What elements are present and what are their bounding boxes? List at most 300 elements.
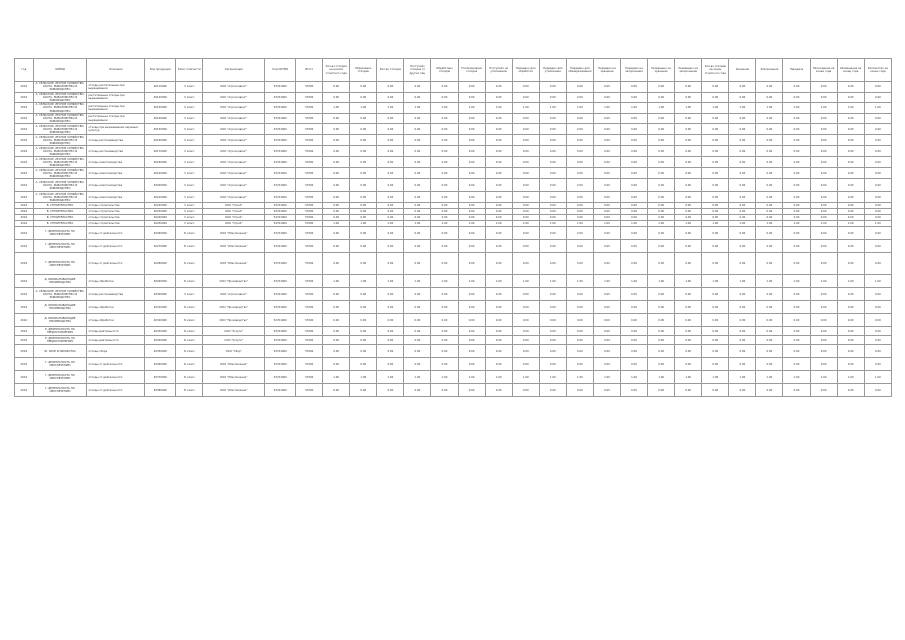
table-cell: 40120000 — [145, 92, 176, 103]
table-cell: 0.00 — [458, 288, 485, 301]
table-cell: 0.00 — [431, 135, 458, 146]
table-cell: 0.00 — [431, 253, 458, 275]
table-cell: 0.00 — [404, 135, 431, 146]
table-cell: 0.00 — [729, 336, 756, 345]
table-cell: 0.00 — [512, 327, 539, 336]
table-cell: 57000 — [296, 345, 323, 358]
table-cell: 1.00 — [810, 221, 837, 227]
table-cell: 1.00 — [566, 221, 593, 227]
table-cell: ООО "Услуги" — [203, 336, 265, 345]
table-cell: 0.00 — [404, 113, 431, 124]
table-cell: 0.00 — [837, 336, 864, 345]
column-header: Размещено на захоронение — [675, 59, 702, 82]
table-cell: 0.00 — [485, 146, 512, 157]
table-cell: 0.00 — [458, 124, 485, 135]
table-cell: 0.00 — [512, 336, 539, 345]
table-cell: 1.00 — [485, 275, 512, 288]
table-cell: В. СТРОИТЕЛЬСТВО — [33, 203, 87, 209]
table-cell: 1.00 — [323, 221, 350, 227]
table-cell: ООО "Агрохолдинг" — [203, 103, 265, 114]
table-cell: 0.00 — [593, 288, 620, 301]
table-cell: отходы строительства — [87, 221, 145, 227]
table-cell: 40370000 — [145, 371, 176, 384]
table-cell: 0.00 — [837, 124, 864, 135]
column-header: Передано для обезвреживания — [566, 59, 593, 82]
table-cell: 2016 — [15, 288, 34, 301]
table-cell: 0.00 — [485, 345, 512, 358]
table-cell: 0.00 — [729, 124, 756, 135]
table-cell: 0.00 — [837, 203, 864, 209]
table-cell: 0.00 — [864, 203, 891, 209]
table-cell: 1.00 — [648, 221, 675, 227]
table-cell: 0.00 — [350, 92, 377, 103]
column-header: Размещение на конец года — [837, 59, 864, 82]
table-cell: 2016 — [15, 327, 34, 336]
table-cell: 1.00 — [431, 371, 458, 384]
table-cell: ООО "Агрохолдинг" — [203, 82, 265, 93]
table-cell: 0.00 — [783, 157, 810, 168]
table-cell: 0.00 — [485, 157, 512, 168]
table-cell: 1.00 — [404, 103, 431, 114]
table-cell: 0.00 — [675, 345, 702, 358]
table-cell: 0.00 — [350, 253, 377, 275]
table-cell: 0.00 — [350, 135, 377, 146]
table-cell: 0.00 — [323, 203, 350, 209]
table-cell: 0.00 — [377, 345, 404, 358]
table-cell: 0.00 — [756, 203, 783, 209]
table-cell: 0.00 — [593, 82, 620, 93]
table-cell: ООО "Обеспечение" — [203, 358, 265, 371]
table-cell: 1.00 — [729, 103, 756, 114]
table-cell: 0.00 — [404, 253, 431, 275]
table-cell: 0.00 — [810, 314, 837, 327]
table-cell: 0.00 — [864, 358, 891, 371]
table-cell: 0.00 — [593, 92, 620, 103]
table-cell: 0.00 — [431, 301, 458, 314]
table-cell: V класс — [176, 103, 203, 114]
table-cell: А. СЕЛЬСКОЕ, ЛЕСНОЕ ХОЗЯЙСТВО, ОХОТА, РЫБОЛОВСТВО И РЫБОВОДСТВО — [33, 146, 87, 157]
table-cell: 0.00 — [377, 288, 404, 301]
table-cell: 0.00 — [485, 92, 512, 103]
table-cell: 1.00 — [621, 103, 648, 114]
table-cell: 0.00 — [729, 301, 756, 314]
table-cell: 57000 — [296, 146, 323, 157]
table-cell: ООО "Производство" — [203, 275, 265, 288]
table-cell: 0.00 — [458, 168, 485, 179]
table-cell: 1.00 — [837, 371, 864, 384]
table-row — [15, 253, 892, 275]
table-cell: 0.00 — [648, 82, 675, 93]
table-cell: 0.00 — [675, 203, 702, 209]
table-cell: 0.00 — [377, 203, 404, 209]
table-cell: 0.00 — [485, 215, 512, 221]
table-cell: 0.00 — [783, 179, 810, 192]
table-cell: 0.00 — [350, 82, 377, 93]
table-cell: 0.00 — [458, 358, 485, 371]
table-cell: 0.00 — [864, 314, 891, 327]
table-cell: 1.00 — [675, 371, 702, 384]
table-cell: отходы от деятельности — [87, 253, 145, 275]
table-cell: 40350000 — [145, 345, 176, 358]
table-cell: 0.00 — [837, 358, 864, 371]
table-cell: 0.00 — [648, 253, 675, 275]
table-cell: 0.00 — [458, 384, 485, 397]
table-cell: 40200000 — [145, 179, 176, 192]
table-cell: 54701000 — [265, 384, 296, 397]
table-cell: 0.00 — [566, 215, 593, 221]
table-cell: 0.00 — [648, 168, 675, 179]
table-body — [15, 82, 892, 397]
table-cell: 0.00 — [837, 253, 864, 275]
table-cell: 1.00 — [837, 275, 864, 288]
table-cell: 0.00 — [458, 336, 485, 345]
table-cell: 0.00 — [566, 209, 593, 215]
table-cell: 1.00 — [512, 275, 539, 288]
table-cell: 0.00 — [404, 203, 431, 209]
table-cell: ООО "Обеспечение" — [203, 253, 265, 275]
table-cell: 0.00 — [566, 168, 593, 179]
table-cell: 0.00 — [675, 253, 702, 275]
table-cell: 0.00 — [729, 314, 756, 327]
column-header: Утилизировано отходов — [458, 59, 485, 82]
table-cell: 1.00 — [377, 275, 404, 288]
table-cell: растительные отходы при выращивании — [87, 103, 145, 114]
table-cell: 40240000 — [145, 215, 176, 221]
table-cell: 0.00 — [485, 358, 512, 371]
table-cell: 0.00 — [566, 301, 593, 314]
table-cell: IV класс — [176, 314, 203, 327]
table-cell: 0.00 — [404, 227, 431, 240]
table-cell: 54701000 — [265, 192, 296, 203]
table-cell: 0.00 — [377, 192, 404, 203]
table-cell: 0.00 — [431, 168, 458, 179]
table-cell: 0.00 — [566, 113, 593, 124]
table-cell: 0.00 — [729, 192, 756, 203]
table-cell: А. СЕЛЬСКОЕ, ЛЕСНОЕ ХОЗЯЙСТВО, ОХОТА, РЫБОЛОВСТВО И РЫБОВОДСТВО — [33, 124, 87, 135]
table-cell: 0.00 — [648, 358, 675, 371]
table-cell: 0.00 — [621, 215, 648, 221]
table-cell: 57000 — [296, 82, 323, 93]
table-cell: Ж. СБОР И ОБРАБОТКА — [33, 345, 87, 358]
table-cell: 1.00 — [512, 221, 539, 227]
table-cell: 57000 — [296, 92, 323, 103]
table-cell: 54701000 — [265, 103, 296, 114]
table-cell: отходы деятельности — [87, 327, 145, 336]
table-cell: 54701000 — [265, 179, 296, 192]
table-cell: 0.00 — [810, 384, 837, 397]
table-cell: 0.00 — [566, 384, 593, 397]
table-cell: 0.00 — [458, 327, 485, 336]
table-cell: 0.00 — [702, 327, 729, 336]
table-cell: 0.00 — [323, 82, 350, 93]
table-cell: 0.00 — [729, 345, 756, 358]
table-cell: 54701000 — [265, 215, 296, 221]
table-cell: 0.00 — [837, 82, 864, 93]
table-cell: 0.00 — [621, 157, 648, 168]
table-cell: 0.00 — [621, 192, 648, 203]
table-cell: 0.00 — [756, 301, 783, 314]
table-cell: 0.00 — [539, 253, 566, 275]
table-cell: 0.00 — [648, 301, 675, 314]
table-cell: ООО "Обеспечение" — [203, 371, 265, 384]
table-cell: 40160000 — [145, 135, 176, 146]
table-cell: 0.00 — [404, 240, 431, 253]
table-cell: 0.00 — [593, 124, 620, 135]
table-cell: А. СЕЛЬСКОЕ, ЛЕСНОЕ ХОЗЯЙСТВО, ОХОТА, РЫБОЛОВСТВО И РЫБОВОДСТВО — [33, 288, 87, 301]
table-cell: 0.00 — [648, 203, 675, 209]
table-cell: 54701000 — [265, 240, 296, 253]
table-cell: 0.00 — [539, 345, 566, 358]
table-cell: 0.00 — [566, 146, 593, 157]
table-cell: 0.00 — [810, 253, 837, 275]
table-cell: 40170000 — [145, 146, 176, 157]
table-cell: 0.00 — [512, 358, 539, 371]
table-cell: 0.00 — [377, 135, 404, 146]
table-cell: 0.00 — [431, 227, 458, 240]
table-cell: 57000 — [296, 253, 323, 275]
table-cell: 0.00 — [864, 92, 891, 103]
table-cell: 0.00 — [512, 124, 539, 135]
table-cell: А. СЕЛЬСКОЕ, ЛЕСНОЕ ХОЗЯЙСТВО, ОХОТА, РЫБОЛОВСТВО И РЫБОВОДСТВО — [33, 179, 87, 192]
table-cell: 1.00 — [729, 275, 756, 288]
table-cell: 0.00 — [810, 135, 837, 146]
table-cell: 0.00 — [810, 240, 837, 253]
table-cell: 57000 — [296, 209, 323, 215]
table-cell: V класс — [176, 157, 203, 168]
table-cell: 0.00 — [377, 124, 404, 135]
table-cell: 0.00 — [512, 301, 539, 314]
table-cell: 1.00 — [756, 103, 783, 114]
table-cell: 0.00 — [539, 336, 566, 345]
table-cell: 0.00 — [810, 288, 837, 301]
table-cell: 0.00 — [593, 345, 620, 358]
column-header: Поступило отходов от других лиц — [404, 59, 431, 82]
table-cell: 0.00 — [864, 253, 891, 275]
table-cell: 57000 — [296, 215, 323, 221]
table-cell: 0.00 — [837, 92, 864, 103]
table-cell: 0.00 — [485, 113, 512, 124]
table-cell: 54701000 — [265, 327, 296, 336]
table-cell: 0.00 — [323, 345, 350, 358]
table-cell: 0.00 — [350, 327, 377, 336]
table-cell: 0.00 — [512, 192, 539, 203]
table-cell: 0.00 — [864, 135, 891, 146]
table-cell: 54701000 — [265, 253, 296, 275]
table-cell: 1.00 — [593, 221, 620, 227]
table-cell: 0.00 — [783, 135, 810, 146]
table-cell: ООО "Производство" — [203, 314, 265, 327]
table-cell: 0.00 — [675, 168, 702, 179]
table-cell: 1.00 — [485, 103, 512, 114]
table-cell: А. СЕЛЬСКОЕ, ЛЕСНОЕ ХОЗЯЙСТВО, ОХОТА, РЫБОЛОВСТВО И РЫБОВОДСТВО — [33, 157, 87, 168]
table-cell: 40150000 — [145, 124, 176, 135]
table-row — [15, 168, 892, 179]
table-cell: 0.00 — [566, 327, 593, 336]
table-cell: 0.00 — [431, 209, 458, 215]
table-cell: 0.00 — [539, 146, 566, 157]
table-cell: 0.00 — [783, 288, 810, 301]
table-cell: 1.00 — [350, 221, 377, 227]
table-cell: 0.00 — [485, 336, 512, 345]
table-cell: 1.00 — [458, 103, 485, 114]
table-cell: 0.00 — [729, 179, 756, 192]
table-cell: отходы растениеводства — [87, 135, 145, 146]
table-cell: 0.00 — [539, 113, 566, 124]
table-cell: 0.00 — [621, 288, 648, 301]
table-cell: 0.00 — [810, 327, 837, 336]
table-cell: 0.00 — [593, 179, 620, 192]
table-cell: 0.00 — [566, 179, 593, 192]
table-cell: 0.00 — [783, 327, 810, 336]
table-cell: 0.00 — [702, 157, 729, 168]
table-cell: 1.00 — [458, 371, 485, 384]
table-cell: 40110000 — [145, 82, 176, 93]
table-cell: 0.00 — [485, 240, 512, 253]
column-header: Кол-во отходов на конец отчетного года — [702, 59, 729, 82]
table-row — [15, 92, 892, 103]
table-cell: 1.00 — [404, 275, 431, 288]
table-cell: 0.00 — [512, 345, 539, 358]
table-cell: ООО "Агрохолдинг" — [203, 124, 265, 135]
table-cell: 0.00 — [323, 227, 350, 240]
table-cell: 40310000 — [145, 301, 176, 314]
table-cell: 0.00 — [702, 215, 729, 221]
table-cell: 0.00 — [675, 135, 702, 146]
table-cell: 0.00 — [756, 168, 783, 179]
table-cell: 0.00 — [458, 253, 485, 275]
table-cell: 0.00 — [593, 203, 620, 209]
table-cell: 0.00 — [729, 327, 756, 336]
table-cell: 0.00 — [350, 215, 377, 221]
table-cell: 0.00 — [864, 168, 891, 179]
column-header: Итого — [296, 59, 323, 82]
table-cell: V класс — [176, 215, 203, 221]
table-cell: 0.00 — [702, 301, 729, 314]
table-cell: 0.00 — [512, 203, 539, 209]
table-cell: 0.00 — [404, 345, 431, 358]
table-cell: 0.00 — [323, 215, 350, 221]
table-cell: 0.00 — [539, 240, 566, 253]
table-cell: 40290000 — [145, 275, 176, 288]
table-cell: 0.00 — [675, 314, 702, 327]
table-cell: 0.00 — [864, 215, 891, 221]
table-cell: 54701000 — [265, 168, 296, 179]
table-cell: 0.00 — [702, 146, 729, 157]
table-cell: 1.00 — [648, 275, 675, 288]
table-cell: 0.00 — [323, 209, 350, 215]
table-cell: 0.00 — [431, 288, 458, 301]
table-cell: 0.00 — [593, 227, 620, 240]
table-cell: 0.00 — [702, 209, 729, 215]
table-cell: 0.00 — [675, 113, 702, 124]
table-cell: 1.00 — [377, 221, 404, 227]
table-cell: IV класс — [176, 275, 203, 288]
table-cell: 54701000 — [265, 157, 296, 168]
table-cell: 0.00 — [431, 146, 458, 157]
table-cell: 1.00 — [404, 221, 431, 227]
table-cell: отходы строительства — [87, 203, 145, 209]
table-cell: ООО "Агрохолдинг" — [203, 192, 265, 203]
table-cell: 0.00 — [621, 168, 648, 179]
table-cell: 0.00 — [648, 192, 675, 203]
table-cell: 0.00 — [377, 253, 404, 275]
table-cell: 0.00 — [377, 327, 404, 336]
table-row — [15, 314, 892, 327]
table-cell: 0.00 — [621, 146, 648, 157]
table-cell: 0.00 — [810, 358, 837, 371]
table-cell: 0.00 — [648, 113, 675, 124]
table-cell: 0.00 — [783, 227, 810, 240]
table-cell: 0.00 — [783, 384, 810, 397]
table-cell: 0.00 — [323, 157, 350, 168]
table-cell: 2016 — [15, 146, 34, 157]
table-cell: 1.00 — [350, 103, 377, 114]
table-cell: 0.00 — [783, 253, 810, 275]
table-cell: 1.00 — [566, 275, 593, 288]
table-cell: 0.00 — [837, 314, 864, 327]
table-cell: 0.00 — [377, 146, 404, 157]
table-cell: 0.00 — [621, 327, 648, 336]
table-cell: V класс — [176, 146, 203, 157]
table-cell: 0.00 — [783, 240, 810, 253]
table-row — [15, 358, 892, 371]
table-cell: 1.00 — [756, 371, 783, 384]
table-cell: 54701000 — [265, 288, 296, 301]
table-cell: 1.00 — [675, 221, 702, 227]
table-cell: ООО "Агрохолдинг" — [203, 113, 265, 124]
table-cell: 54701000 — [265, 92, 296, 103]
table-cell: 0.00 — [404, 314, 431, 327]
table-cell: отходы обработки — [87, 275, 145, 288]
table-cell: 0.00 — [837, 192, 864, 203]
table-cell: 0.00 — [648, 345, 675, 358]
table-cell: 54701000 — [265, 336, 296, 345]
table-cell: ООО "Строй" — [203, 203, 265, 209]
column-header: Код продукции — [145, 59, 176, 82]
table-cell: 2016 — [15, 371, 34, 384]
table-cell: 0.00 — [485, 124, 512, 135]
table-cell: 0.00 — [729, 92, 756, 103]
table-cell: 0.00 — [458, 146, 485, 157]
table-cell: 0.00 — [702, 336, 729, 345]
table-row — [15, 113, 892, 124]
table-cell: 54701000 — [265, 135, 296, 146]
table-cell: 0.00 — [566, 253, 593, 275]
table-cell: 40320000 — [145, 314, 176, 327]
table-cell: 0.00 — [350, 157, 377, 168]
table-cell: 0.00 — [323, 240, 350, 253]
table-cell: Д. ОБРАБАТЫВАЮЩИЕ ПРОИЗВОДСТВА — [33, 275, 87, 288]
table-cell: IV класс — [176, 240, 203, 253]
table-cell: 0.00 — [621, 135, 648, 146]
table-cell: 1.00 — [350, 275, 377, 288]
table-cell: ООО "Обеспечение" — [203, 384, 265, 397]
table-cell: 0.00 — [377, 227, 404, 240]
table-cell: 0.00 — [458, 209, 485, 215]
table-cell: 0.00 — [702, 82, 729, 93]
table-cell: 0.00 — [756, 227, 783, 240]
table-cell: 0.00 — [485, 327, 512, 336]
table-cell: 0.00 — [431, 314, 458, 327]
table-cell: 1.00 — [431, 221, 458, 227]
table-cell: 1.00 — [756, 275, 783, 288]
table-cell: V класс — [176, 192, 203, 203]
table-cell: 0.00 — [539, 124, 566, 135]
table-cell: Г. ДЕЯТЕЛЬНОСТЬ ПО ОБЕСПЕЧЕНИЮ — [33, 240, 87, 253]
table-row — [15, 157, 892, 168]
table-cell: 0.00 — [810, 124, 837, 135]
table-cell: 1.00 — [837, 103, 864, 114]
